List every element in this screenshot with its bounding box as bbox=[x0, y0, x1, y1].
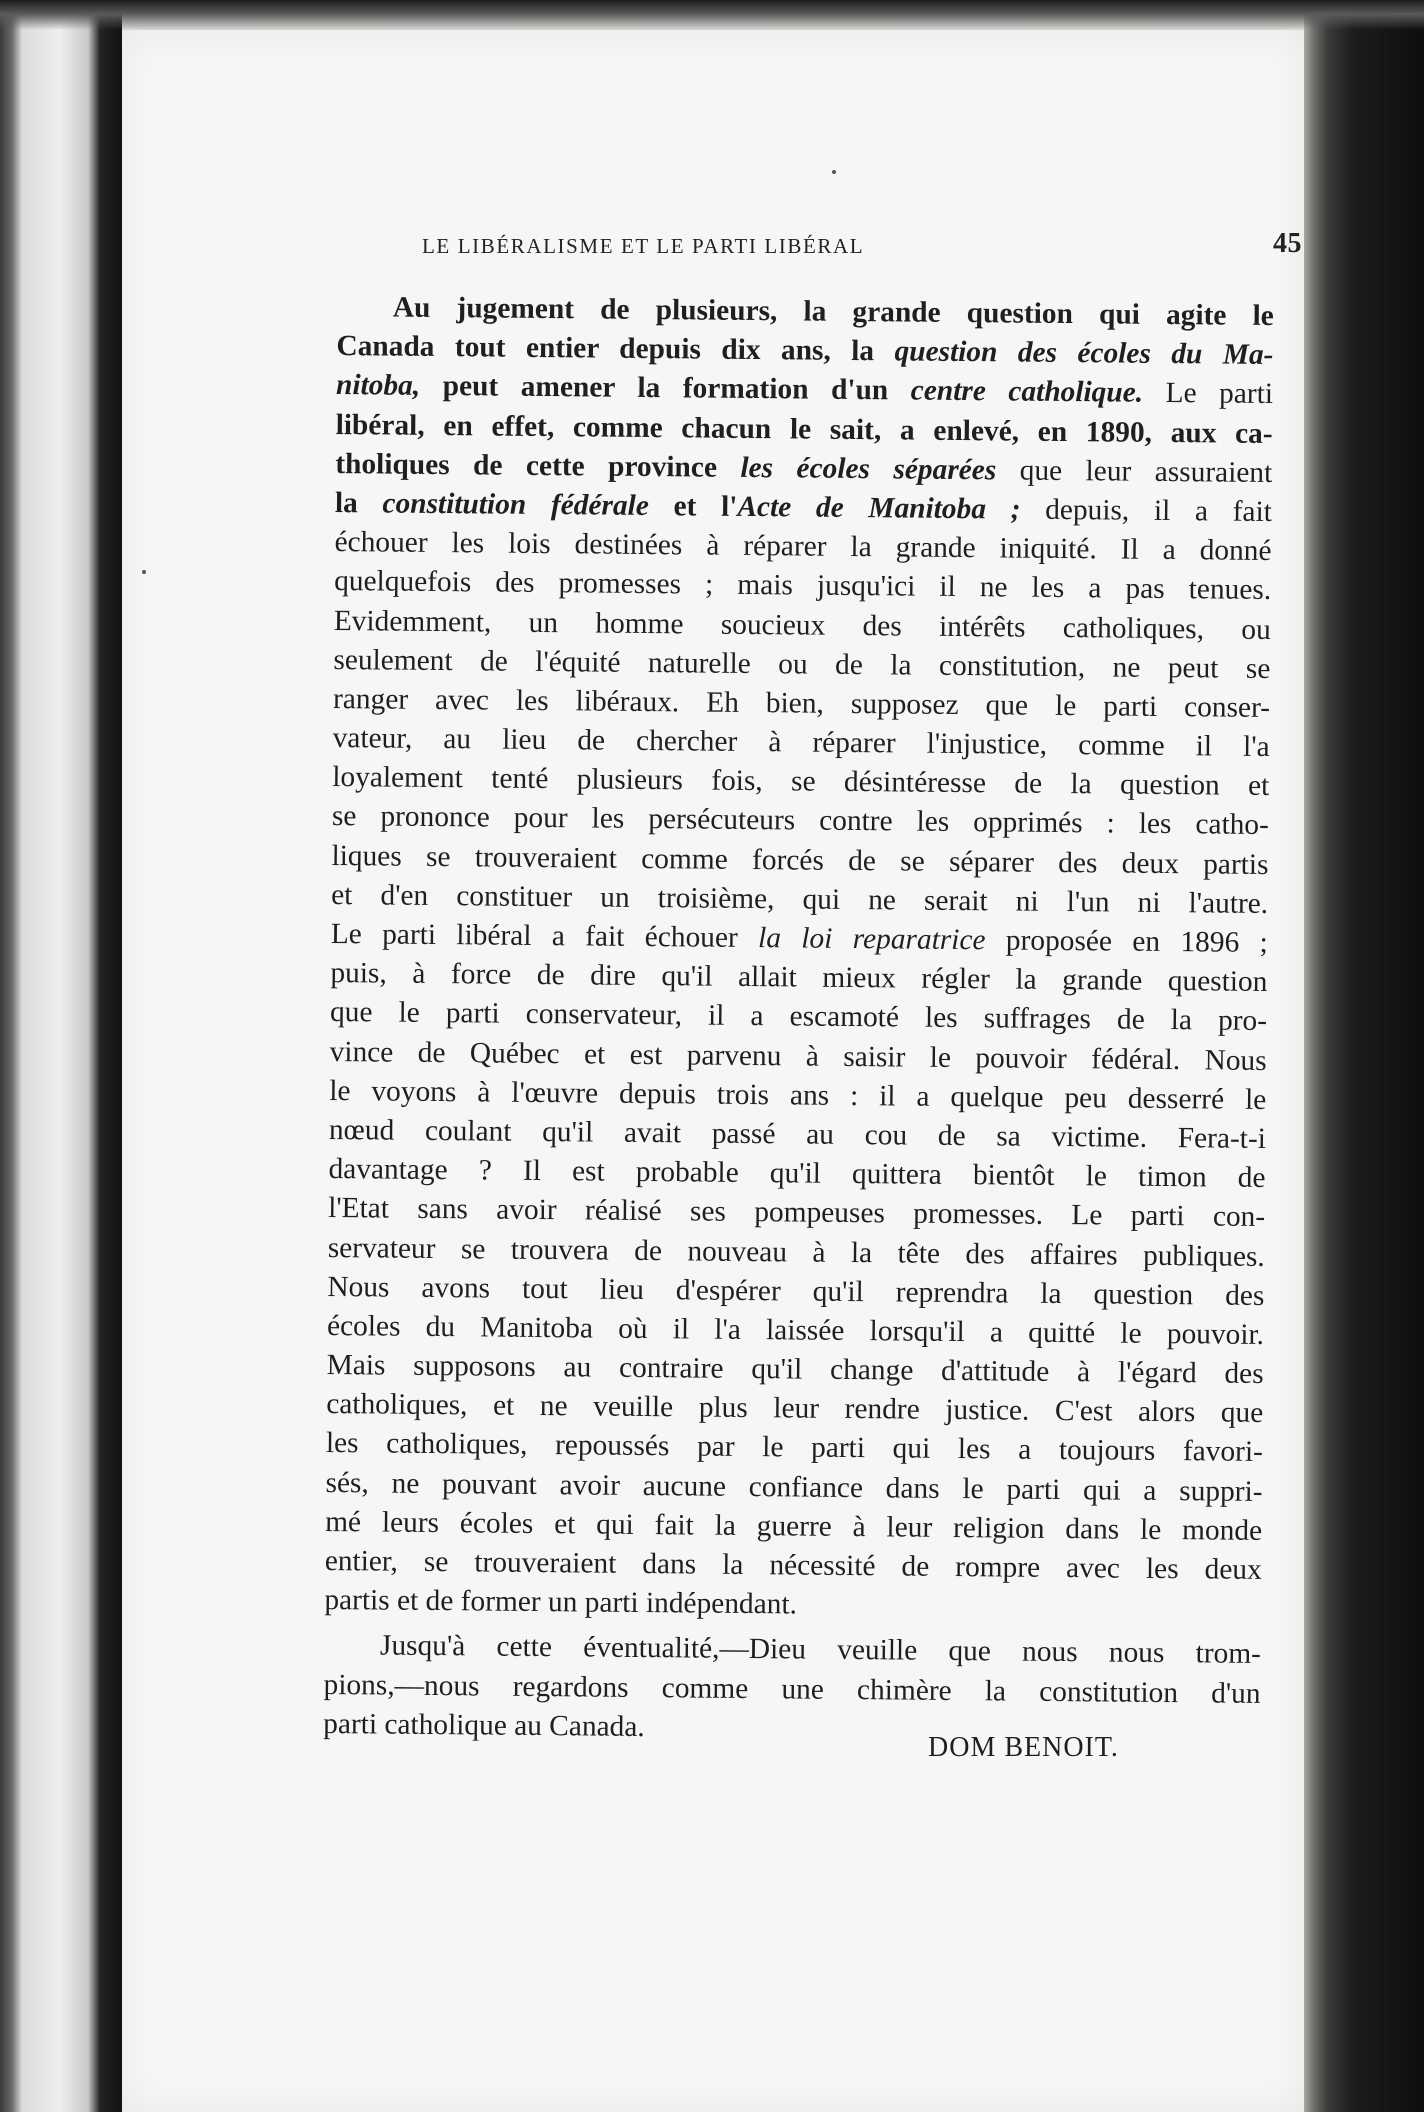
text-run: catholiques, et ne veuille plus leur rendre justice. C'est alors que bbox=[326, 1388, 1264, 1430]
text-run: Au jugement de plusieurs, la grande question qui agite le bbox=[392, 291, 1274, 332]
text-run: Acte de Manitoba ; bbox=[737, 490, 1021, 526]
text-run: davantage ? Il est probable qu'il quittera bientôt le timon de bbox=[328, 1153, 1266, 1195]
text-run: entier, se trouveraient dans la nécessité de rompre avec les deux bbox=[324, 1544, 1262, 1586]
text-run: Le parti bbox=[1142, 377, 1274, 411]
text-run: les catholiques, repoussés par le parti qui les a toujours favori- bbox=[325, 1427, 1264, 1469]
text-run: le voyons à l'œuvre depuis trois ans : il a quelque peu desserré le bbox=[329, 1074, 1267, 1116]
book-binding-edge bbox=[1304, 0, 1424, 2112]
text-run: tholiques de cette province bbox=[335, 447, 741, 484]
text-run: ranger avec les libéraux. Eh bien, supposez que le parti conser- bbox=[332, 682, 1271, 724]
text-run: nitoba, bbox=[335, 369, 421, 403]
text-run: parti catholique au Canada. bbox=[323, 1707, 645, 1743]
body-text bbox=[323, 288, 1274, 1753]
text-run: vince de Québec et est parvenu à saisir le pouvoir fédéral. Nous bbox=[329, 1035, 1267, 1077]
scan-top-border bbox=[0, 0, 1424, 30]
text-run: la loi reparatrice bbox=[757, 922, 986, 957]
text-run: sés, ne pouvant avoir aucune confiance dans le parti qui a suppri- bbox=[325, 1466, 1263, 1508]
text-run: la bbox=[334, 486, 383, 520]
text-run: pions,—nous regardons comme une chimère la constitution d'un bbox=[323, 1668, 1261, 1710]
text-run: se prononce pour les persécuteurs contre les opprimés : les catho- bbox=[331, 800, 1270, 842]
text-run: et d'en constituer un troisième, qui ne serait ni l'un ni l'autre. bbox=[331, 878, 1269, 920]
text-run: seulement de l'équité naturelle ou de la constitution, ne peut se bbox=[333, 643, 1271, 685]
text-run: quelquefois des promesses ; mais jusqu'ici il ne les a pas tenues. bbox=[334, 565, 1272, 607]
text-run: Mais supposons au contraire qu'il change d'attitude à l'égard des bbox=[326, 1349, 1264, 1391]
text-run: servateur se trouvera de nouveau à la tête des affaires publiques. bbox=[327, 1231, 1265, 1273]
scan-speck bbox=[832, 170, 836, 174]
running-head bbox=[422, 220, 1302, 260]
scan-speck bbox=[142, 570, 146, 574]
text-run: nœud coulant qu'il avait passé au cou de sa victime. Fera-t-i bbox=[328, 1113, 1267, 1155]
text-run: loyalement tenté plusieurs fois, se désintéresse de la question et bbox=[332, 761, 1270, 803]
text-run: et l' bbox=[648, 489, 738, 523]
text-run: libéral, en effet, comme chacun le sait, a enlevé, en 1890, aux ca- bbox=[335, 408, 1273, 450]
author-signature: DOM BENOIT. bbox=[928, 1732, 1119, 1763]
text-run: puis, à force de dire qu'il allait mieux régler la grande question bbox=[330, 957, 1268, 999]
running-head-title: LE LIBÉRALISME ET LE PARTI LIBÉRAL bbox=[422, 234, 865, 258]
text-run: Le parti libéral a fait échouer bbox=[330, 917, 759, 955]
text-run: Nous avons tout lieu d'espérer qu'il reprendra la question des bbox=[327, 1270, 1265, 1312]
text-run: vateur, au lieu de chercher à réparer l'injustice, comme il l'a bbox=[332, 722, 1270, 764]
text-run: centre catholique. bbox=[910, 374, 1144, 410]
text-run: question des écoles du Ma- bbox=[894, 335, 1274, 372]
previous-page-edge bbox=[0, 0, 122, 2112]
text-run: écoles du Manitoba où il l'a laissée lorsqu'il a quitté le pouvoir. bbox=[326, 1309, 1265, 1351]
text-run: Evidemment, un homme soucieux des intérêts catholiques, ou bbox=[333, 604, 1271, 646]
text-run: liques se trouveraient comme forcés de se séparer des deux partis bbox=[331, 839, 1269, 881]
text-run: que leur assuraient bbox=[996, 454, 1273, 489]
text-run: proposée en 1896 ; bbox=[985, 924, 1268, 959]
text-run: que le parti conservateur, il a escamoté les suffrages de la pro- bbox=[329, 996, 1268, 1038]
text-run: peut amener la formation d'un bbox=[420, 370, 911, 407]
book-page bbox=[122, 30, 1304, 2112]
text-run: constitution fédérale bbox=[382, 487, 649, 522]
text-run: les écoles séparées bbox=[740, 451, 997, 487]
text-run: mé leurs écoles et qui fait la guerre à leur religion dans le monde bbox=[325, 1505, 1263, 1547]
text-run: depuis, il a fait bbox=[1020, 493, 1273, 528]
page-number: 45 bbox=[1273, 228, 1302, 259]
text-run: échouer les lois destinées à réparer la grande iniquité. Il a donné bbox=[334, 526, 1272, 568]
text-run: partis et de former un parti indépendant. bbox=[324, 1584, 798, 1621]
text-run: Jusqu'à cette éventualité,—Dieu veuille que nous nous trom- bbox=[379, 1629, 1262, 1671]
text-run: Canada tout entier depuis dix ans, la bbox=[336, 330, 895, 368]
text-run: l'Etat sans avoir réalisé ses pompeuses promesses. Le parti con- bbox=[328, 1192, 1266, 1234]
